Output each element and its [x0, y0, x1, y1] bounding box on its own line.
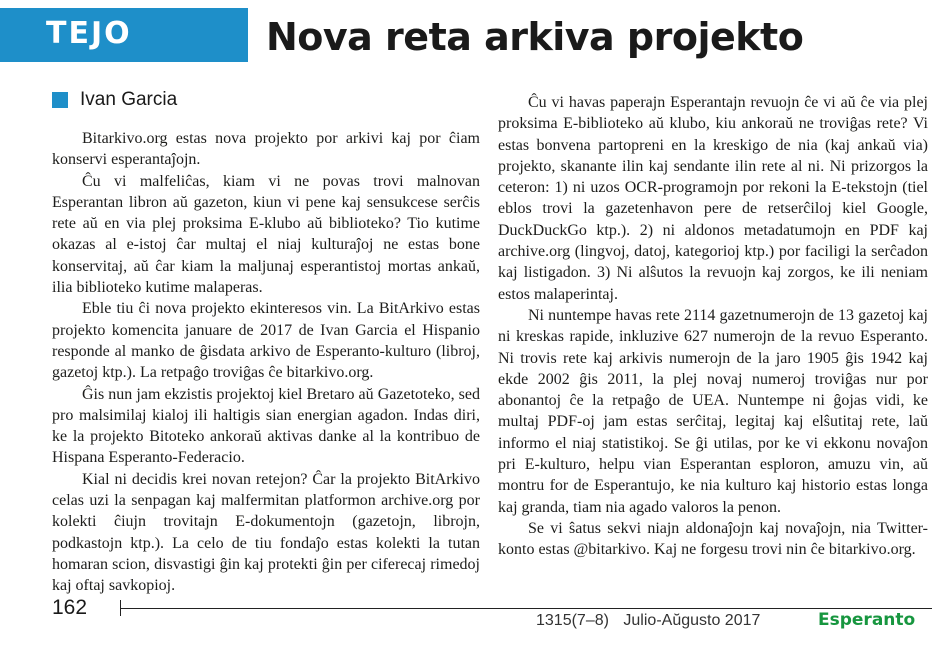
issue-info: [536, 612, 770, 630]
page-number: 162: [52, 596, 88, 619]
paragraph: Ĉu vi havas paperajn Esperantajn revuojn ĉe vi aŭ ĉe via plej proksima E-biblioteko aŭ klubo, kiu ankoraŭ ne troviĝas rete? Vi estas bonvena partopreni en la kreskigo de nia (kaj ankaŭ via) projekto, skanante ilin kaj sendante ilin rete al ni. Ni prizorgos la ceteron: 1) ni uzos OCR-programojn por rekoni la E-tekstojn (tiel eblos trovi la gazetenhavon pere de retserĉiloj kiel Google, DuckDuckGo ktp.). 2) ni aldonos metadatumojn en PDF kaj archive.org (lingvoj, datoj, kategorioj ktp.) por faciligi la serĉadon kaj listigadon. 3) Ni alŝutos la revuojn kaj zorgos, ke ili neniam estos malaperintaj.: [498, 94, 928, 303]
author-name: Ivan Garcia: [80, 89, 178, 110]
paragraph: Ni nuntempe havas rete 2114 gazetnumerojn de 13 gazetoj kaj ni kreskas rapide, inkluzive 627 numerojn de la revuo Esperanto. Ni trovis rete kaj arkivis numerojn de la jaro 1905 ĝis 1942 kaj ekde 2002 ĝis 2011, la plej novaj numeroj troviĝas nur por abonantoj ĉe la retpaĝo de UEA. Nuntempe ni ĝojas vidi, ke multaj PDF-oj jam estas serĉitaj, legitaj kaj elŝutitaj rete, laŭ informo el niaj statistikoj. Se ĝi utilas, por ke vi ekkonu novaĵon pri E-kulturo, helpu vian Esperantan esploron, amuzu vin, aŭ montru for de Esperantujo, ke nia kulturo kaj historio estas longa kaj granda, tiam nia agado valoros la penon.: [498, 306, 928, 516]
left-column: [52, 128, 480, 597]
paragraph: Se vi ŝatus sekvi niajn aldonaĵojn kaj novaĵojn, nia Twitter-konto estas @bitarkivo. Kaj ne forgesu trovi nin ĉe bitarkivo.org.: [498, 519, 928, 559]
section-tag: TEJO: [0, 8, 248, 62]
paragraph: Eble tiu ĉi nova projekto ekinteresos vin. La BitArkivo estas projekto komencita januare de 2017 de Ivan Garcia el Hispanio responde al manko de ĝisdata arkivo de Esperanto-kulturo (libroj, gazetoj ktp.). La retpaĝo troviĝas ĉe bitarkivo.org.: [52, 300, 480, 382]
paragraph: Ĉu vi malfeliĉas, kiam vi ne povas trovi malnovan Esperantan libron aŭ gazeton, kiun vi pene kaj sensukcese serĉis rete aŭ en via plej proksima E-klubo aŭ biblioteko? Tio kutime okazas al e-istoj ĉar multaj el niaj kulturaĵoj ne estas bone konservitaj, aŭ ĉar kiam la maljunaj esperantistoj mortas ankaŭ, ilia biblioteko kutime malaperas.: [52, 172, 480, 297]
paragraph: Ĝis nun jam ekzistis projektoj kiel Bretaro aŭ Gazetoteko, sed pro malsimilaj kialoj ili haltigis sian energian agadon. Indas diri, ke la projekto Bitoteko ankoraŭ aktivas danke al la kontribuo de Hispana Esperanto-Federacio.: [52, 385, 480, 467]
paragraph: Kial ni decidis krei novan retejon? Ĉar la projekto BitArkivo celas uzi la senpagan kaj malfermitan platformon archive.org por kolekti ĉiujn trovitajn E-dokumentojn (gazetojn, librojn, podkastojn ktp.). La celo de tiu fondaĵo estas kolekti la tutan homaran scion, disvastigi ĝin kaj protekti ĝin per ciferecaj rimedoj kaj oftaj savkopioj.: [52, 470, 480, 595]
issue-number: 1315(7–8): [536, 612, 609, 629]
footer-rule: [120, 608, 932, 609]
issue-date: Julio-Aŭgusto 2017: [623, 612, 761, 629]
square-bullet-icon: [52, 92, 68, 108]
paragraph: Bitarkivo.org estas nova projekto por arkivi kaj por ĉiam konservi esperantaĵojn.: [52, 130, 480, 169]
author-line: [52, 88, 177, 112]
magazine-name: Esperanto: [818, 610, 916, 630]
article-title: Nova reta arkiva projekto: [266, 15, 804, 59]
right-column: [498, 92, 928, 561]
